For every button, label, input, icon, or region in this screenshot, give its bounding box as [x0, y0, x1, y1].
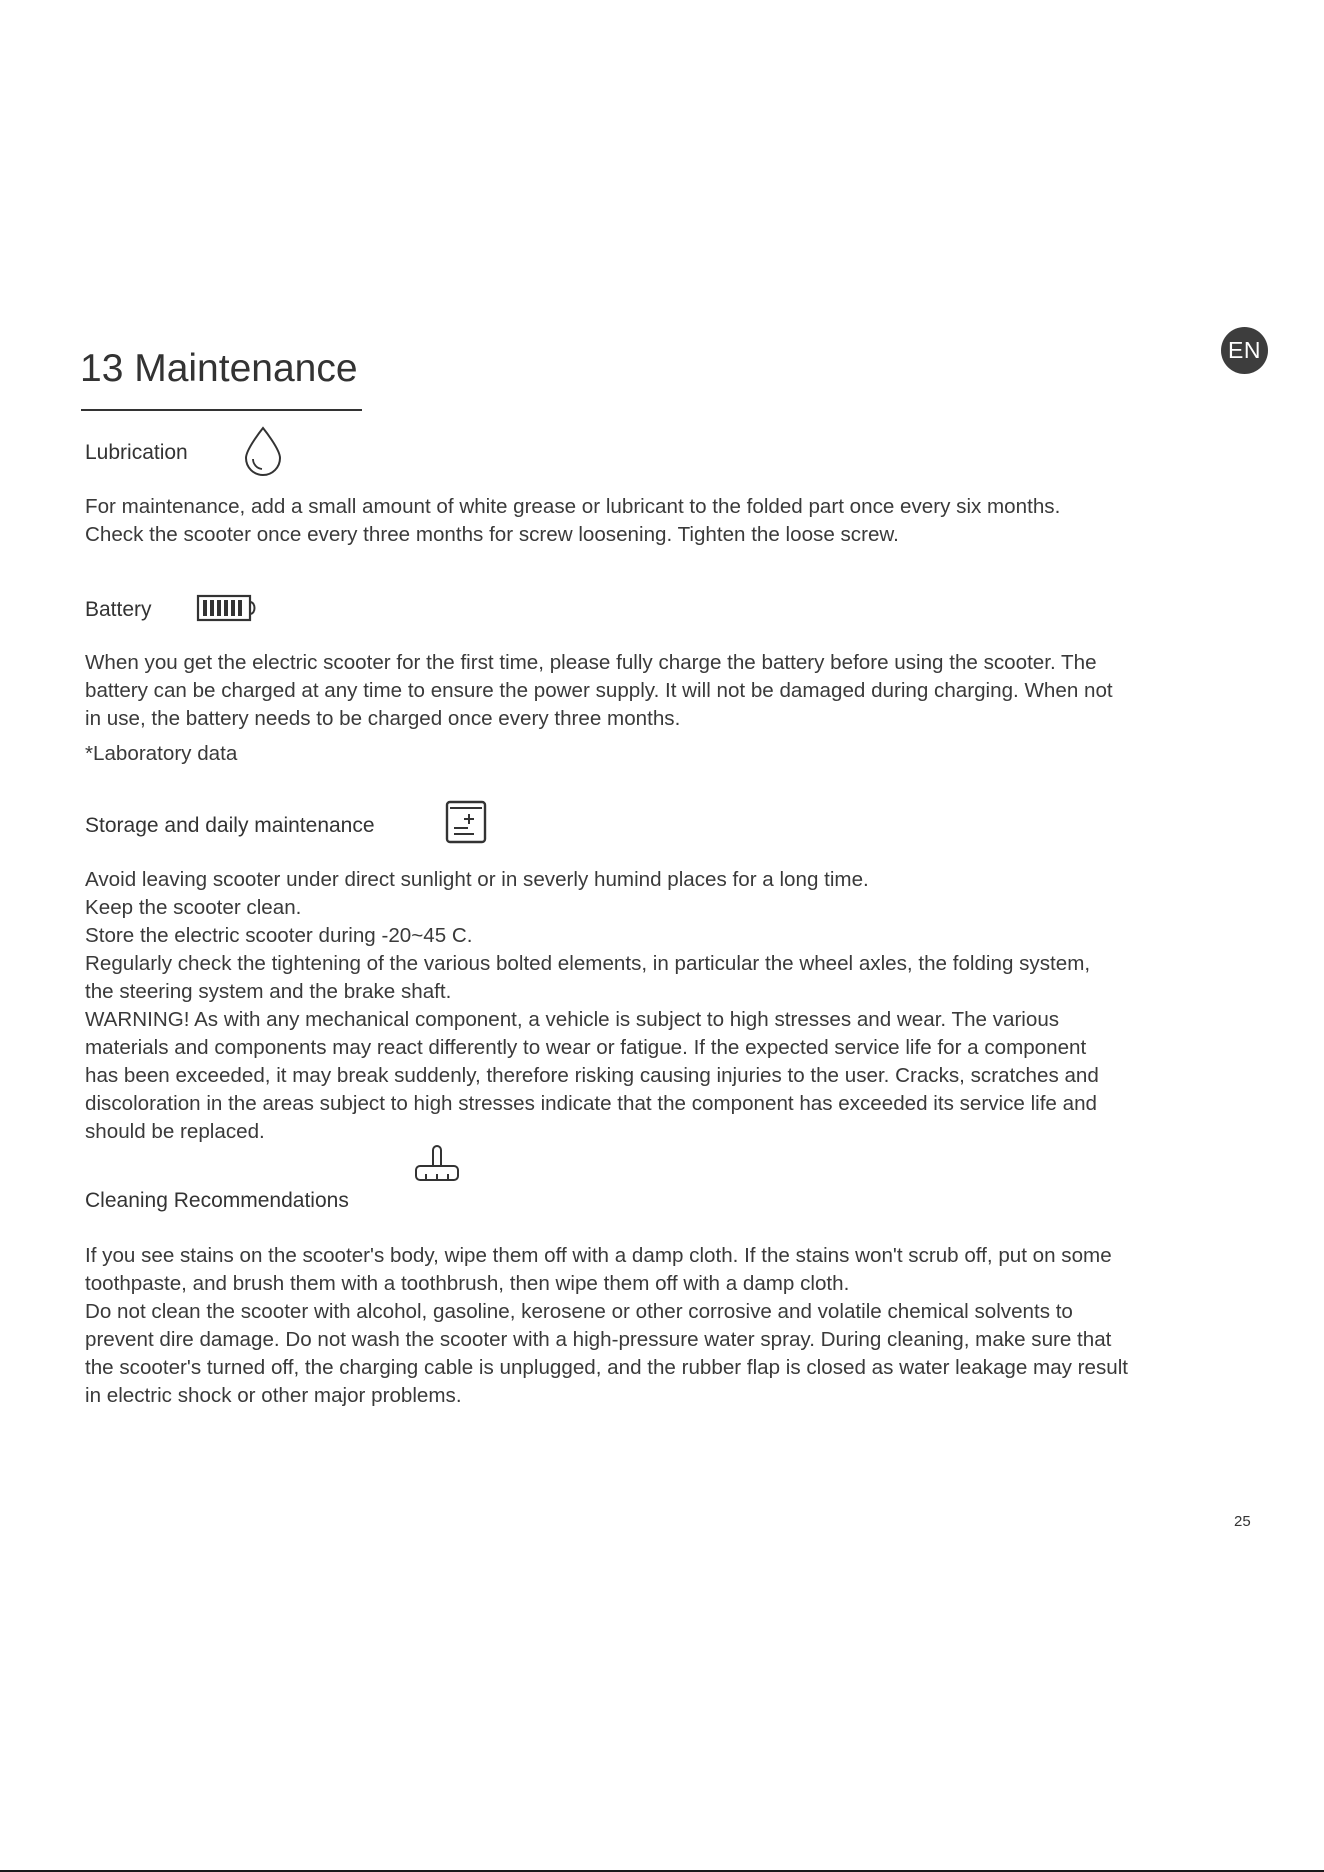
section-heading-lubrication: Lubrication	[85, 441, 188, 464]
battery-note	[85, 740, 1245, 768]
text-line: Avoid leaving scooter under direct sunlight or in severly humind places for a long time.	[85, 868, 869, 891]
text-line: should be replaced.	[85, 1120, 265, 1143]
battery-icon	[196, 593, 258, 623]
brush-icon	[413, 1144, 461, 1186]
cleaning-text	[85, 1242, 1245, 1410]
text-line: in electric shock or other major problems.	[85, 1384, 462, 1407]
section-heading-cleaning: Cleaning Recommendations	[85, 1189, 349, 1212]
text-line: toothpaste, and brush them with a toothbrush, then wipe them off with a damp cloth.	[85, 1272, 850, 1295]
section-heading-battery: Battery	[85, 598, 152, 621]
text-line: the steering system and the brake shaft.	[85, 980, 452, 1003]
text-line: When you get the electric scooter for the first time, please fully charge the battery before using the scooter. The	[85, 651, 1097, 674]
page-number: 25	[1234, 1513, 1251, 1530]
battery-text	[85, 649, 1245, 733]
language-badge: EN	[1221, 327, 1268, 374]
text-line: prevent dire damage. Do not wash the scooter with a high-pressure water spray. During cleaning, make sure that	[85, 1328, 1112, 1351]
droplet-icon	[242, 425, 284, 477]
text-line: WARNING! As with any mechanical component, a vehicle is subject to high stresses and wear. The various	[85, 1008, 1060, 1031]
footnote: *Laboratory data	[85, 742, 238, 765]
storage-box-icon	[444, 797, 488, 845]
text-line: For maintenance, add a small amount of white grease or lubricant to the folded part once every six months.	[85, 495, 1061, 518]
text-line: Regularly check the tightening of the various bolted elements, in particular the wheel axles, the folding system,	[85, 952, 1091, 975]
text-line: materials and components may react differently to wear or fatigue. If the expected service life for a component	[85, 1036, 1087, 1059]
text-line: Keep the scooter clean.	[85, 896, 302, 919]
text-line: the scooter's turned off, the charging cable is unplugged, and the rubber flap is closed as water leakage may result	[85, 1356, 1129, 1379]
text-line: Do not clean the scooter with alcohol, gasoline, kerosene or other corrosive and volatile chemical solvents to	[85, 1300, 1073, 1323]
section-heading-storage: Storage and daily maintenance	[85, 814, 375, 837]
text-line: has been exceeded, it may break suddenly, therefore risking causing injuries to the user. Cracks, scratches and	[85, 1064, 1099, 1087]
text-line: discoloration in the areas subject to high stresses indicate that the component has exceeded its service life and	[85, 1092, 1097, 1115]
text-line: Store the electric scooter during -20~45 C.	[85, 924, 473, 947]
chapter-title: 13 Maintenance	[80, 347, 358, 390]
text-line: If you see stains on the scooter's body, wipe them off with a damp cloth. If the stains won't scrub off, put on some	[85, 1244, 1112, 1267]
storage-text	[85, 866, 1245, 1146]
text-line: Check the scooter once every three months for screw loosening. Tighten the loose screw.	[85, 523, 899, 546]
text-line: in use, the battery needs to be charged once every three months.	[85, 707, 681, 730]
title-underline	[81, 409, 362, 411]
text-line: battery can be charged at any time to ensure the power supply. It will not be damaged during charging. When not	[85, 679, 1113, 702]
lubrication-text	[85, 493, 1245, 549]
